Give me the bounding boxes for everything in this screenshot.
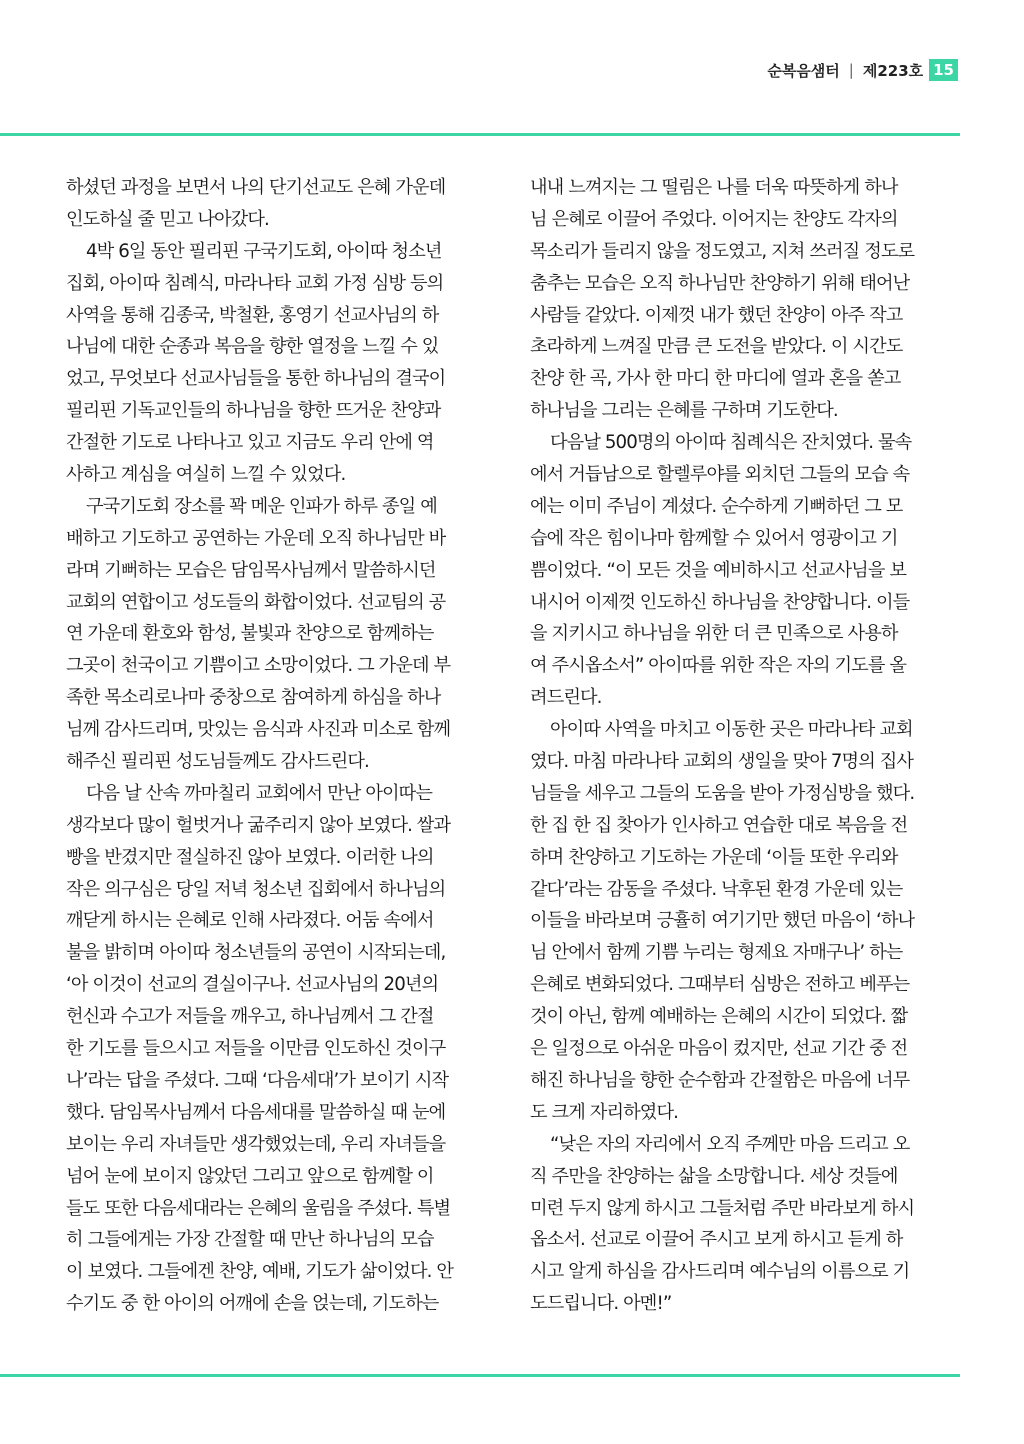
- text-line: 족한 목소리로나마 중창으로 참여하게 하심을 하나: [66, 687, 441, 709]
- text-line: 보이는 우리 자녀들만 생각했었는데, 우리 자녀들을: [66, 1133, 446, 1155]
- text-line: 내시어 이제껏 인도하신 하나님을 찬양합니다. 이들: [530, 591, 910, 613]
- text-line: ‘아 이것이 선교의 결실이구나. 선교사님의 20년의: [66, 974, 439, 996]
- text-line: 님께 감사드리며, 맛있는 음식과 사진과 미소로 함께: [66, 719, 451, 741]
- header-separator: |: [848, 61, 854, 79]
- text-line: 4박 6일 동안 필리핀 구국기도회, 아이따 청소년: [86, 240, 442, 262]
- text-line: 찬양 한 곡, 가사 한 마디 한 마디에 열과 혼을 쏟고: [530, 368, 901, 390]
- text-line: 수기도 중 한 아이의 어깨에 손을 얹는데, 기도하는: [66, 1293, 439, 1315]
- text-line: 해진 하나님을 향한 순수함과 간절함은 마음에 너무: [530, 1069, 910, 1091]
- text-line: 깨닫게 하시는 은혜로 인해 사라졌다. 어둠 속에서: [66, 910, 434, 932]
- text-line: 생각보다 많이 헐벗거나 굶주리지 않아 보였다. 쌀과: [66, 814, 451, 836]
- footer-divider: [0, 1374, 960, 1377]
- text-line: 에서 거듭남으로 할렐루야를 외치던 그들의 모습 속: [530, 464, 910, 486]
- page-number-badge: 15: [929, 59, 958, 81]
- text-line: 같다’라는 감동을 주셨다. 낙후된 환경 가운데 있는: [530, 878, 903, 900]
- article-column-left: [66, 172, 492, 1320]
- text-line: 습에 작은 힘이나마 함께할 수 있어서 영광이고 기: [530, 527, 898, 549]
- text-line: 나’라는 답을 주셨다. 그때 ‘다음세대’가 보이기 시작: [66, 1069, 449, 1091]
- text-line: 불을 밝히며 아이따 청소년들의 공연이 시작되는데,: [66, 942, 446, 964]
- text-line: 직 주만을 찬양하는 삶을 소망합니다. 세상 것들에: [530, 1165, 898, 1187]
- page-header: [767, 58, 958, 82]
- issue-number: 제223호: [862, 61, 924, 80]
- header-divider: [0, 133, 960, 136]
- text-line: 쁨이었다. “이 모든 것을 예비하시고 선교사님을 보: [530, 559, 907, 581]
- text-line: 다음 날 산속 까마칠리 교회에서 만난 아이따는: [86, 782, 433, 804]
- text-line: 도 크게 자리하였다.: [530, 1101, 678, 1123]
- text-line: 아이따 사역을 마치고 이동한 곳은 마라나타 교회: [550, 719, 913, 741]
- text-line: 도드립니다. 아멘!”: [530, 1293, 672, 1315]
- text-line: 춤추는 모습은 오직 하나님만 찬양하기 위해 태어난: [530, 272, 910, 294]
- text-line: 님 안에서 함께 기쁨 누리는 형제요 자매구나’ 하는: [530, 942, 903, 964]
- text-line: 간절한 기도로 나타나고 있고 지금도 우리 안에 역: [66, 432, 434, 454]
- text-line: 님들을 세우고 그들의 도움을 받아 가정심방을 했다.: [530, 782, 915, 804]
- text-line: 빵을 반겼지만 절실하진 않아 보였다. 이러한 나의: [66, 846, 434, 868]
- publication-name: 순복음샘터: [767, 61, 840, 80]
- text-line: 넘어 눈에 보이지 않았던 그리고 앞으로 함께할 이: [66, 1165, 434, 1187]
- text-line: 미련 두지 않게 하시고 그들처럼 주만 바라보게 하시: [530, 1197, 915, 1219]
- text-line: 연 가운데 환호와 함성, 불빛과 찬양으로 함께하는: [66, 623, 434, 645]
- text-line: 여 주시옵소서” 아이따를 위한 작은 자의 기도를 올: [530, 655, 907, 677]
- text-line: 헌신과 수고가 저들을 깨우고, 하나님께서 그 간절: [66, 1006, 434, 1028]
- text-line: 것이 아닌, 함께 예배하는 은혜의 시간이 되었다. 짧: [530, 1006, 908, 1028]
- text-line: 필리핀 기독교인들의 하나님을 향한 뜨거운 찬양과: [66, 400, 441, 422]
- text-line: 님 은혜로 이끌어 주었다. 이어지는 찬양도 각자의: [530, 208, 898, 230]
- text-line: “낮은 자의 자리에서 오직 주께만 마음 드리고 오: [550, 1133, 910, 1155]
- text-line: 그곳이 천국이고 기쁨이고 소망이었다. 그 가운데 부: [66, 655, 451, 677]
- text-line: 인도하실 줄 믿고 나아갔다.: [66, 208, 269, 230]
- text-line: 옵소서. 선교로 이끌어 주시고 보게 하시고 듣게 하: [530, 1229, 903, 1251]
- text-line: 하나님을 그리는 은혜를 구하며 기도한다.: [530, 400, 838, 422]
- text-line: 사하고 계심을 여실히 느낄 수 있었다.: [66, 464, 346, 486]
- text-line: 하셨던 과정을 보면서 나의 단기선교도 은혜 가운데: [66, 177, 446, 198]
- text-line: 했다. 담임목사님께서 다음세대를 말씀하실 때 눈에: [66, 1101, 446, 1123]
- text-line: 구국기도회 장소를 꽉 메운 인파가 하루 종일 예: [86, 495, 437, 517]
- text-line: 였다. 마침 마라나타 교회의 생일을 맞아 7명의 집사: [530, 751, 914, 773]
- text-line: 려드린다.: [530, 687, 602, 709]
- text-line: 에는 이미 주님이 계셨다. 순수하게 기뻐하던 그 모: [530, 495, 903, 517]
- text-line: 한 집 한 집 찾아가 인사하고 연습한 대로 복음을 전: [530, 814, 908, 836]
- text-line: 이들을 바라보며 긍휼히 여기기만 했던 마음이 ‘하나: [530, 910, 915, 932]
- text-line: 은 일정으로 아쉬운 마음이 컸지만, 선교 기간 중 전: [530, 1038, 908, 1060]
- text-line: 시고 알게 하심을 감사드리며 예수님의 이름으로 기: [530, 1261, 910, 1283]
- text-line: 하며 찬양하고 기도하는 가운데 ‘이들 또한 우리와: [530, 846, 898, 868]
- text-line: 었고, 무엇보다 선교사님들을 통한 하나님의 결국이: [66, 368, 446, 390]
- text-line: 히 그들에게는 가장 간절할 때 만난 하나님의 모습: [66, 1229, 434, 1251]
- text-line: 사역을 통해 김종국, 박철환, 홍영기 선교사님의 하: [66, 304, 439, 326]
- text-line: 배하고 기도하고 공연하는 가운데 오직 하나님만 바: [66, 527, 446, 549]
- text-line: 작은 의구심은 당일 저녁 청소년 집회에서 하나님의: [66, 878, 446, 900]
- text-line: 사람들 같았다. 이제껏 내가 했던 찬양이 아주 작고: [530, 304, 903, 326]
- text-line: 다음날 500명의 아이따 침례식은 잔치였다. 물속: [550, 432, 912, 454]
- text-line: 초라하게 느껴질 만큼 큰 도전을 받았다. 이 시간도: [530, 336, 903, 358]
- text-line: 라며 기뻐하는 모습은 담임목사님께서 말씀하시던: [66, 559, 436, 581]
- text-line: 나님에 대한 순종과 복음을 향한 열정을 느낄 수 있: [66, 336, 439, 358]
- text-line: 내내 느껴지는 그 떨림은 나를 더욱 따뜻하게 하나: [530, 177, 898, 198]
- text-line: 목소리가 들리지 않을 정도였고, 지쳐 쓰러질 정도로: [530, 240, 915, 262]
- text-line: 이 보였다. 그들에겐 찬양, 예배, 기도가 삶이었다. 안: [66, 1261, 454, 1283]
- text-line: 한 기도를 들으시고 저들을 이만큼 인도하신 것이구: [66, 1038, 446, 1060]
- text-line: 을 지키시고 하나님을 위한 더 큰 민족으로 사용하: [530, 623, 898, 645]
- text-line: 해주신 필리핀 성도님들께도 감사드린다.: [66, 751, 369, 773]
- text-line: 집회, 아이따 침례식, 마라나타 교회 가정 심방 등의: [66, 272, 444, 294]
- text-line: 교회의 연합이고 성도들의 화합이었다. 선교팀의 공: [66, 591, 446, 613]
- article-column-right: [530, 172, 956, 1320]
- text-line: 은혜로 변화되었다. 그때부터 심방은 전하고 베푸는: [530, 974, 910, 996]
- text-line: 들도 또한 다음세대라는 은혜의 울림을 주셨다. 특별: [66, 1197, 451, 1219]
